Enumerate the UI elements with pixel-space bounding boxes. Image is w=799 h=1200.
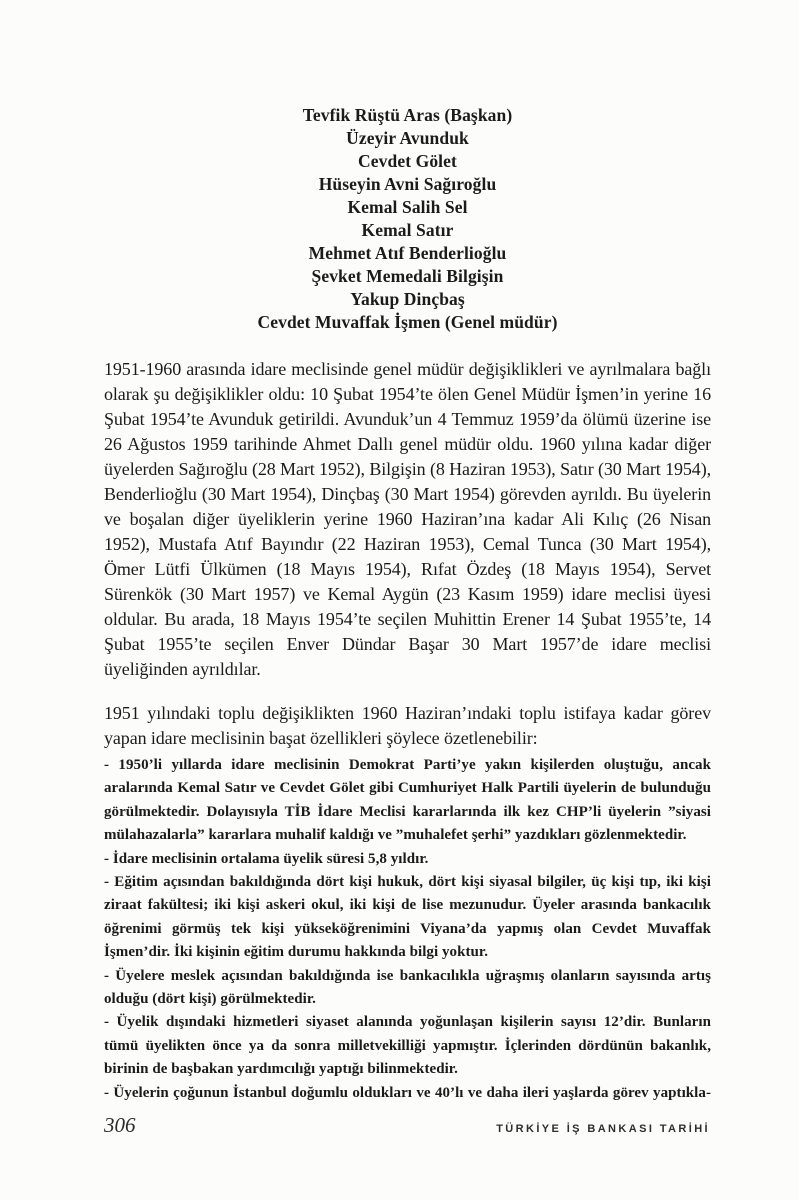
body-paragraph: 1951-1960 arasında idare meclisinde genel müdür değişiklikleri ve ayrılmalara bağlı olarak şu değişiklikler oldu: 10 Şubat 1954’te ölen Genel Müdür İşmen’in yerine 16 Şubat 1954’te Avunduk getirildi. Avunduk’un 4 Temmuz 1959’da ölümü üzerine ise 26 Ağustos 1959 tarihinde Ahmet Dallı genel müdür oldu. 1960 yılına kadar diğer üyelerden Sağıroğlu (28 Mart 1952), Bilgişin (8 Haziran 1953), Satır (30 Mart 1954), Benderlioğlu (30 Mart 1954), Dinçbaş (30 Mart 1954) görevden ayrıldı. Bu üyelerin ve boşalan diğer üyeliklerin yerine 1960 Haziran’ına kadar Ali Kılıç (26 Nisan 1952), Mustafa Atıf Bayındır (22 Haziran 1953), Cemal Tunca (30 Mart 1954), Ömer Lütfi Ülkümen (18 Mayıs 1954), Rıfat Özdeş (18 Mayıs 1954), Servet Sürenkök (30 Mart 1957) ve Kemal Aygün (23 Kasım 1959) idare meclisi üyesi oldular. Bu arada, 18 Mayıs 1954’te seçilen Muhittin Erener 14 Şubat 1955’te, 14 Şubat 1955’te seçilen Enver Dündar Başar 30 Mart 1957’de idare meclisi üyeliğinden ayrıldılar.	[104, 359, 711, 679]
board-member-name: Kemal Satır	[361, 220, 454, 240]
bullet-list	[104, 754, 711, 1105]
board-member-name: Mehmet Atıf Benderlioğlu	[308, 243, 507, 263]
board-member-name: Hüseyin Avni Sağıroğlu	[318, 174, 497, 194]
bullet-item: - Üyelik dışındaki hizmetleri siyaset alanında yoğunlaşan kişilerin sayısı 12’dir. Bunların tümü üyelikten önce ya da sonra milletvekilliği yapmıştır. İçlerinden dördünün bakanlık, birinin de başbakan yardımcılığı yaptığı bilinmektedir.	[104, 1014, 711, 1078]
board-members-list	[104, 104, 711, 334]
board-member-name: Şevket Memedali Bilgişin	[311, 266, 504, 286]
page-number: 306	[104, 1113, 136, 1137]
bullet-item: - İdare meclisinin ortalama üyelik süresi 5,8 yıldır.	[104, 850, 429, 867]
text-column	[104, 0, 711, 1105]
board-member-name: Cevdet Muvaffak İşmen (Genel müdür)	[257, 312, 558, 332]
bullet-item: - Üyelerin çoğunun İstanbul doğumlu oldukları ve 40’lı ve daha ileri yaşlarda görev yaptıkla-	[104, 1084, 711, 1101]
board-member-name: Kemal Salih Sel	[347, 197, 468, 217]
board-member-name: Üzeyir Avunduk	[346, 128, 469, 148]
bullet-item: - Üyelere meslek açısından bakıldığında ise bankacılıkla uğraşmış olanların sayısında artış olduğu (dört kişi) görülmektedir.	[104, 967, 711, 1008]
board-member-name: Yakup Dinçbaş	[350, 289, 465, 309]
board-member-name: Tevfik Rüştü Aras (Başkan)	[302, 105, 513, 125]
body-paragraph: 1951 yılındaki toplu değişiklikten 1960 Haziran’ındaki toplu istifaya kadar görev yapan idare meclisinin başat özellikleri şöylece özetlenebilir:	[104, 703, 711, 748]
bullet-item: - 1950’li yıllarda idare meclisinin Demokrat Parti’ye yakın kişilerden oluştuğu, ancak aralarında Kemal Satır ve Cevdet Gölet gibi Cumhuriyet Halk Partili üyelerin de bulunduğu görülmektedir. Dolayısıyla TİB İdare Meclisi kararlarında ilk kez CHP’li üyelerin ”siyasi mülahazalarla” kararlara muhalif kaldığı ve ”muhalefet şerhi” yazdıkları gözlenmektedir.	[104, 757, 711, 844]
bullet-item: - Eğitim açısından bakıldığında dört kişi hukuk, dört kişi siyasal bilgiler, üç kişi tıp, iki kişi ziraat fakültesi; iki kişi askeri okul, iki kişi de lise mezunudur. Üyeler arasında bankacılık öğrenimi görmüş tek kişi yükseköğrenimini Viyana’da yapmış olan Cevdet Muvaffak İşmen’dir. İki kişinin eğitim durumu hakkında bilgi yoktur.	[104, 874, 711, 961]
board-member-name: Cevdet Gölet	[358, 151, 457, 171]
running-title: TÜRKİYE İŞ BANKASI TARİHİ	[496, 1123, 710, 1135]
page-footer	[104, 1113, 710, 1138]
